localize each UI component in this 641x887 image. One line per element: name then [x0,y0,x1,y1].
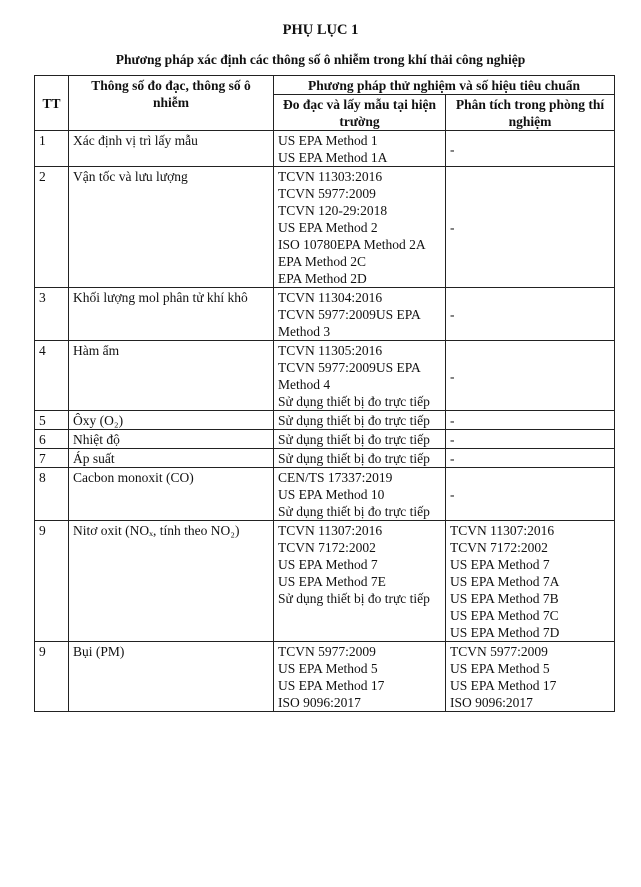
row-lab-method-line: - [450,368,455,384]
row-field-method [274,521,446,642]
row-field-method-line: TCVN 5977:2009US EPA Method 4 [278,360,421,392]
row-field-method-line: US EPA Method 5 [278,661,378,676]
row-field-method-line: TCVN 7172:2002 [278,540,376,555]
row-field-method [274,167,446,288]
header-param: Thông số đo đạc, thông số ô nhiễm [69,76,274,131]
header-field: Đo đạc và lấy mẫu tại hiện trường [274,95,446,131]
table-body [35,131,615,712]
table-row [35,288,615,341]
row-lab-method [446,411,615,430]
row-tt: 2 [35,167,69,288]
row-field-method [274,341,446,411]
row-lab-method-line: US EPA Method 7 [450,557,550,572]
row-lab-method-line: US EPA Method 17 [450,678,557,693]
row-field-method-line: Sử dụng thiết bị đo trực tiếp [278,451,430,466]
row-field-method [274,468,446,521]
row-lab-method-line: - [450,413,455,428]
row-field-method-line: TCVN 11305:2016 [278,343,383,358]
row-field-method-line: TCVN 5977:2009 [278,644,376,659]
row-param: Ôxy (O₂) [69,411,274,430]
row-param: Nitơ oxit (NOₓ, tính theo NO₂) [69,521,274,642]
row-field-method-line: Sử dụng thiết bị đo trực tiếp [278,413,430,428]
row-field-method-line: US EPA Method 2 [278,220,378,235]
row-field-method-line: ISO 10780EPA Method 2A [278,237,426,252]
row-lab-method-line: US EPA Method 7C [450,608,559,623]
row-lab-method-line: - [450,432,455,447]
table-row [35,521,615,642]
row-param: Nhiệt độ [69,430,274,449]
row-lab-method-line: US EPA Method 7B [450,591,559,606]
row-tt: 1 [35,131,69,167]
table-header-row [35,76,615,95]
row-field-method [274,430,446,449]
row-field-method-line: US EPA Method 10 [278,487,385,502]
row-tt: 9 [35,521,69,642]
row-param: Khối lượng mol phân tử khí khô [69,288,274,341]
row-field-method-line: TCVN 120-29:2018 [278,203,388,218]
row-lab-method [446,521,615,642]
row-param: Xác định vị trì lấy mẫu [69,131,274,167]
row-field-method-line: Sử dụng thiết bị đo trực tiếp [278,432,430,447]
row-field-method [274,131,446,167]
appendix-title: PHỤ LỤC 1 [282,22,359,38]
row-lab-method-line: TCVN 7172:2002 [450,540,548,555]
row-lab-method-line: US EPA Method 7D [450,625,560,640]
row-param: Vận tốc và lưu lượng [69,167,274,288]
row-lab-method-line: - [450,220,455,235]
row-tt: 8 [35,468,69,521]
row-lab-method [446,167,615,288]
row-lab-method-line: US EPA Method 5 [450,661,550,676]
row-field-method-line: US EPA Method 1 [278,133,378,148]
methods-table [34,75,615,712]
row-lab-method [446,288,615,341]
row-field-method-line: TCVN 11304:2016 [278,290,383,305]
row-lab-method [446,642,615,712]
row-field-method-line: TCVN 5977:2009 [278,186,376,201]
row-field-method [274,449,446,468]
table-row [35,430,615,449]
row-field-method-line: US EPA Method 1A [278,150,388,165]
header-method-group: Phương pháp thử nghiệm và số hiệu tiêu chuẩn [274,76,615,95]
table-row [35,468,615,521]
row-lab-method [446,468,615,521]
row-field-method-line: Sử dụng thiết bị đo trực tiếp [278,504,430,519]
row-field-method-line: US EPA Method 7 [278,557,378,572]
row-lab-method-line: - [450,487,455,502]
table-row [35,341,615,411]
row-tt: 5 [35,411,69,430]
row-field-method-line: EPA Method 2D [278,271,367,286]
table-row [35,449,615,468]
row-field-method-line: Sử dụng thiết bị đo trực tiếp [278,591,430,606]
row-field-method-line: TCVN 11307:2016 [278,523,383,538]
row-param: Cacbon monoxit (CO) [69,468,274,521]
table-row [35,411,615,430]
row-lab-method-line: TCVN 11307:2016 [450,523,555,538]
row-field-method [274,288,446,341]
row-lab-method-line: ISO 9096:2017 [450,695,533,710]
row-field-method-line: TCVN 5977:2009US EPA Method 3 [278,307,421,339]
row-tt: 4 [35,341,69,411]
row-field-method-line: TCVN 11303:2016 [278,169,383,184]
row-lab-method-line: - [450,307,455,322]
row-tt: 9 [35,642,69,712]
table-row [35,642,615,712]
row-tt: 6 [35,430,69,449]
row-lab-method [446,341,615,411]
row-lab-method [446,131,615,167]
row-field-method [274,642,446,712]
row-field-method-line: US EPA Method 7E [278,574,386,589]
row-lab-method [446,430,615,449]
row-lab-method-line: - [450,141,455,157]
row-field-method-line: US EPA Method 17 [278,678,385,693]
row-field-method-line: CEN/TS 17337:2019 [278,470,393,485]
row-field-method [274,411,446,430]
row-tt: 3 [35,288,69,341]
row-field-method-line: EPA Method 2C [278,254,367,269]
row-field-method-line: ISO 9096:2017 [278,695,361,710]
appendix-subtitle: Phương pháp xác định các thông số ô nhiễm trong khí thải công nghiệp [115,52,526,67]
row-param: Áp suất [69,449,274,468]
table-row [35,167,615,288]
table-row [35,131,615,167]
row-field-method-line: Sử dụng thiết bị đo trực tiếp [278,394,430,409]
row-lab-method-line: TCVN 5977:2009 [450,644,548,659]
row-param: Bụi (PM) [69,642,274,712]
header-lab: Phân tích trong phòng thí nghiệm [446,95,615,131]
row-lab-method-line: US EPA Method 7A [450,574,560,589]
header-tt: TT [35,76,69,131]
row-param: Hàm ẩm [69,341,274,411]
row-lab-method-line: - [450,451,455,466]
row-tt: 7 [35,449,69,468]
row-lab-method [446,449,615,468]
